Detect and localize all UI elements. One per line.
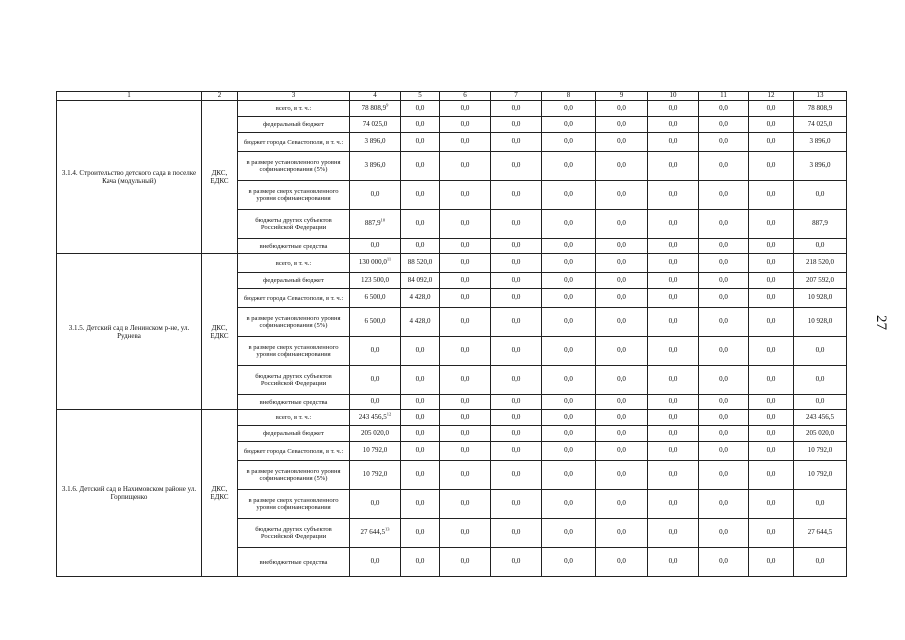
value-cell: 0,0 <box>749 289 794 308</box>
value-cell: 0,0 <box>648 461 699 490</box>
value-cell: 0,0 <box>699 289 749 308</box>
value-cell: 0,0 <box>749 133 794 152</box>
funding-source-cell: бюджет города Севастополя, в т. ч.: <box>238 133 350 152</box>
value-cell: 0,0 <box>491 181 542 210</box>
value-cell: 0,0 <box>699 133 749 152</box>
value-cell: 0,0 <box>440 490 491 519</box>
header-cell: 12 <box>749 92 794 101</box>
value-cell: 10 928,0 <box>794 289 847 308</box>
value-cell: 0,0 <box>440 337 491 366</box>
value-cell: 0,0 <box>440 461 491 490</box>
value-cell: 0,0 <box>401 426 440 442</box>
value-cell: 0,0 <box>596 273 648 289</box>
value-cell: 0,0 <box>596 410 648 426</box>
value-text: 6 500,0 <box>364 293 386 302</box>
value-cell: 78 808,9 <box>794 101 847 117</box>
value-cell: 0,0 <box>699 239 749 254</box>
value-cell: 0,0 <box>794 490 847 519</box>
table-row <box>57 410 847 426</box>
value-cell: 0,0 <box>749 101 794 117</box>
value-cell: 0,0 <box>749 308 794 337</box>
value-cell: 0,0 <box>648 548 699 577</box>
value-cell: 0,0 <box>794 239 847 254</box>
value-cell: 0,0 <box>440 239 491 254</box>
value-cell: 0,0 <box>794 181 847 210</box>
value-cell: 0,0 <box>401 548 440 577</box>
value-cell: 0,0 <box>440 442 491 461</box>
funding-source-cell: всего, в т. ч.: <box>238 101 350 117</box>
header-cell: 5 <box>401 92 440 101</box>
value-cell: 0,0 <box>542 461 596 490</box>
value-cell: 0,0 <box>596 490 648 519</box>
funding-source-cell: бюджет города Севастополя, в т. ч.: <box>238 442 350 461</box>
value-cell: 0,0 <box>699 461 749 490</box>
funding-source-cell: федеральный бюджет <box>238 426 350 442</box>
value-cell: 0,0 <box>648 181 699 210</box>
value-cell: 0,0 <box>401 395 440 410</box>
value-cell: 74 025,0 <box>794 117 847 133</box>
value-cell: 0,0 <box>648 152 699 181</box>
value-cell: 0,0 <box>491 490 542 519</box>
value-cell: 0,0 <box>542 254 596 273</box>
value-cell <box>350 442 401 461</box>
value-cell: 0,0 <box>542 519 596 548</box>
value-cell: 0,0 <box>440 548 491 577</box>
value-cell <box>350 519 401 548</box>
value-cell: 27 644,5 <box>794 519 847 548</box>
value-cell: 0,0 <box>648 273 699 289</box>
value-text: 243 456,5 <box>358 412 387 421</box>
value-cell <box>350 117 401 133</box>
value-text: 3 896,0 <box>364 161 386 170</box>
value-cell: 0,0 <box>440 181 491 210</box>
value-cell: 0,0 <box>440 519 491 548</box>
page-number: 27 <box>873 315 889 330</box>
value-text: 0,0 <box>370 557 380 566</box>
funding-source-cell: в размере установленного уровня софинансирования (5%) <box>238 152 350 181</box>
footnote-mark: 12 <box>386 411 392 417</box>
value-cell <box>350 101 401 117</box>
value-cell: 0,0 <box>596 337 648 366</box>
value-text: 205 020,0 <box>361 428 389 437</box>
value-cell: 0,0 <box>542 181 596 210</box>
value-cell: 0,0 <box>596 426 648 442</box>
value-text: 123 500,0 <box>361 275 389 284</box>
object-name-cell: 3.1.6. Детский сад в Нахимовском районе ул. Горпищенко <box>57 410 202 577</box>
value-cell: 0,0 <box>749 426 794 442</box>
value-cell: 207 592,0 <box>794 273 847 289</box>
value-cell <box>350 410 401 426</box>
value-cell: 0,0 <box>699 101 749 117</box>
value-cell: 0,0 <box>699 490 749 519</box>
value-cell: 0,0 <box>699 426 749 442</box>
value-cell: 0,0 <box>440 410 491 426</box>
footnote-mark: 9 <box>386 102 389 108</box>
value-cell: 0,0 <box>542 366 596 395</box>
value-cell: 0,0 <box>440 426 491 442</box>
value-text: 10 792,0 <box>362 446 388 455</box>
value-cell: 0,0 <box>491 426 542 442</box>
value-text: 0,0 <box>370 346 380 355</box>
value-cell: 0,0 <box>699 181 749 210</box>
value-cell <box>350 289 401 308</box>
value-cell: 0,0 <box>491 442 542 461</box>
value-text: 0,0 <box>370 397 380 406</box>
value-cell: 0,0 <box>648 254 699 273</box>
value-cell: 0,0 <box>596 308 648 337</box>
header-row <box>57 92 847 101</box>
value-cell: 4 428,0 <box>401 308 440 337</box>
value-cell: 0,0 <box>749 239 794 254</box>
budget-table <box>56 91 847 577</box>
value-cell <box>350 273 401 289</box>
value-cell: 0,0 <box>440 395 491 410</box>
value-cell: 3 896,0 <box>794 133 847 152</box>
value-cell: 0,0 <box>401 152 440 181</box>
value-cell: 0,0 <box>699 210 749 239</box>
header-cell: 9 <box>596 92 648 101</box>
table-row <box>57 101 847 117</box>
value-cell: 243 456,5 <box>794 410 847 426</box>
value-cell: 0,0 <box>542 337 596 366</box>
value-cell: 0,0 <box>596 395 648 410</box>
value-cell: 218 520,0 <box>794 254 847 273</box>
value-cell: 0,0 <box>749 442 794 461</box>
value-cell: 0,0 <box>794 366 847 395</box>
funding-source-cell: бюджеты других субъектов Российской Федерации <box>238 519 350 548</box>
value-cell: 0,0 <box>440 254 491 273</box>
value-text: 10 792,0 <box>362 470 388 479</box>
value-cell: 0,0 <box>648 289 699 308</box>
value-cell: 0,0 <box>440 273 491 289</box>
value-cell: 0,0 <box>542 133 596 152</box>
value-cell <box>350 239 401 254</box>
value-cell: 0,0 <box>542 239 596 254</box>
value-cell: 0,0 <box>596 152 648 181</box>
value-cell: 0,0 <box>648 239 699 254</box>
value-cell: 0,0 <box>699 442 749 461</box>
value-cell <box>350 152 401 181</box>
value-cell: 0,0 <box>596 239 648 254</box>
value-cell: 0,0 <box>401 337 440 366</box>
value-cell: 0,0 <box>491 152 542 181</box>
value-cell: 0,0 <box>491 548 542 577</box>
value-cell: 0,0 <box>491 366 542 395</box>
value-text: 6 500,0 <box>364 317 386 326</box>
funding-source-cell: внебюджетные средства <box>238 395 350 410</box>
value-cell: 205 020,0 <box>794 426 847 442</box>
value-cell: 10 792,0 <box>794 442 847 461</box>
value-cell: 0,0 <box>542 117 596 133</box>
value-text: 3 896,0 <box>364 137 386 146</box>
value-cell: 0,0 <box>491 410 542 426</box>
value-cell: 0,0 <box>749 519 794 548</box>
value-cell: 0,0 <box>596 254 648 273</box>
value-cell: 4 428,0 <box>401 289 440 308</box>
funding-source-cell: всего, в т. ч.: <box>238 410 350 426</box>
header-cell: 1 <box>57 92 202 101</box>
value-cell <box>350 308 401 337</box>
value-cell: 0,0 <box>648 210 699 239</box>
value-cell: 0,0 <box>491 101 542 117</box>
value-text: 27 644,5 <box>360 528 385 537</box>
funding-source-cell: бюджеты других субъектов Российской Федерации <box>238 366 350 395</box>
value-cell: 0,0 <box>401 117 440 133</box>
value-cell: 0,0 <box>699 308 749 337</box>
value-cell: 0,0 <box>596 210 648 239</box>
executor-cell: ДКС, ЕДКС <box>202 101 238 254</box>
value-cell: 0,0 <box>596 519 648 548</box>
value-cell: 0,0 <box>542 273 596 289</box>
value-cell: 0,0 <box>596 289 648 308</box>
value-cell: 0,0 <box>542 426 596 442</box>
funding-source-cell: бюджет города Севастополя, в т. ч.: <box>238 289 350 308</box>
value-cell: 0,0 <box>491 117 542 133</box>
value-cell: 0,0 <box>401 461 440 490</box>
value-cell: 0,0 <box>401 519 440 548</box>
value-cell: 0,0 <box>648 490 699 519</box>
value-cell: 0,0 <box>699 337 749 366</box>
value-cell: 0,0 <box>491 133 542 152</box>
header-cell: 6 <box>440 92 491 101</box>
value-cell: 0,0 <box>699 519 749 548</box>
funding-source-cell: в размере сверх установленного уровня софинансирования <box>238 181 350 210</box>
value-cell <box>350 395 401 410</box>
value-cell <box>350 210 401 239</box>
value-cell <box>350 181 401 210</box>
header-cell: 2 <box>202 92 238 101</box>
value-cell: 0,0 <box>648 117 699 133</box>
value-cell: 0,0 <box>401 101 440 117</box>
value-cell: 0,0 <box>648 410 699 426</box>
value-cell: 0,0 <box>491 239 542 254</box>
value-cell: 0,0 <box>699 366 749 395</box>
funding-source-cell: всего, в т. ч.: <box>238 254 350 273</box>
value-cell: 0,0 <box>542 442 596 461</box>
value-cell <box>350 548 401 577</box>
value-cell: 0,0 <box>749 490 794 519</box>
value-cell: 0,0 <box>440 308 491 337</box>
value-cell: 0,0 <box>542 395 596 410</box>
value-cell: 0,0 <box>794 548 847 577</box>
value-cell: 0,0 <box>794 337 847 366</box>
header-cell: 11 <box>699 92 749 101</box>
value-cell <box>350 366 401 395</box>
funding-source-cell: внебюджетные средства <box>238 239 350 254</box>
header-cell: 3 <box>238 92 350 101</box>
value-cell: 0,0 <box>749 273 794 289</box>
footnote-mark: 13 <box>385 526 390 532</box>
funding-source-cell: федеральный бюджет <box>238 273 350 289</box>
value-cell: 0,0 <box>401 239 440 254</box>
value-cell: 0,0 <box>749 548 794 577</box>
value-cell: 0,0 <box>596 461 648 490</box>
value-cell: 0,0 <box>699 548 749 577</box>
value-cell: 0,0 <box>491 210 542 239</box>
value-cell: 0,0 <box>749 461 794 490</box>
value-cell: 0,0 <box>542 101 596 117</box>
value-cell: 0,0 <box>542 548 596 577</box>
value-cell: 0,0 <box>596 548 648 577</box>
value-cell: 0,0 <box>749 366 794 395</box>
value-cell: 0,0 <box>440 366 491 395</box>
value-cell: 0,0 <box>401 490 440 519</box>
value-cell: 10 928,0 <box>794 308 847 337</box>
value-cell: 0,0 <box>440 289 491 308</box>
value-text: 74 025,0 <box>362 119 388 128</box>
funding-source-cell: внебюджетные средства <box>238 548 350 577</box>
value-cell: 0,0 <box>596 101 648 117</box>
value-cell <box>350 490 401 519</box>
value-cell: 0,0 <box>648 337 699 366</box>
value-cell: 0,0 <box>401 410 440 426</box>
value-cell <box>350 426 401 442</box>
value-cell: 0,0 <box>440 210 491 239</box>
footnote-mark: 11 <box>386 256 392 262</box>
value-cell: 0,0 <box>440 152 491 181</box>
value-text: 887,9 <box>364 219 381 228</box>
value-cell: 0,0 <box>440 101 491 117</box>
value-text: 0,0 <box>370 499 380 508</box>
value-cell: 0,0 <box>749 181 794 210</box>
object-name-cell: 3.1.4. Строительство детского сада в поселке Кача (модульный) <box>57 101 202 254</box>
funding-source-cell: федеральный бюджет <box>238 117 350 133</box>
value-cell: 0,0 <box>648 366 699 395</box>
value-cell: 0,0 <box>542 152 596 181</box>
value-cell: 0,0 <box>648 101 699 117</box>
header-cell: 13 <box>794 92 847 101</box>
value-cell: 0,0 <box>596 133 648 152</box>
value-cell: 0,0 <box>749 337 794 366</box>
table-row <box>57 254 847 273</box>
value-cell: 0,0 <box>749 152 794 181</box>
value-cell: 0,0 <box>401 442 440 461</box>
value-cell: 0,0 <box>648 308 699 337</box>
value-cell: 84 092,0 <box>401 273 440 289</box>
value-cell: 88 520,0 <box>401 254 440 273</box>
value-cell: 0,0 <box>542 308 596 337</box>
value-cell <box>350 461 401 490</box>
value-cell: 0,0 <box>491 395 542 410</box>
value-text: 0,0 <box>370 190 380 199</box>
value-cell: 0,0 <box>542 289 596 308</box>
value-cell: 0,0 <box>749 117 794 133</box>
funding-source-cell: в размере установленного уровня софинансирования (5%) <box>238 461 350 490</box>
funding-source-cell: в размере сверх установленного уровня софинансирования <box>238 337 350 366</box>
value-text: 130 000,0 <box>358 258 387 267</box>
value-text: 0,0 <box>370 241 380 250</box>
value-cell <box>350 254 401 273</box>
value-cell <box>350 133 401 152</box>
value-cell: 0,0 <box>542 210 596 239</box>
value-cell: 0,0 <box>699 152 749 181</box>
value-cell: 3 896,0 <box>794 152 847 181</box>
value-cell: 0,0 <box>596 181 648 210</box>
value-cell: 0,0 <box>491 519 542 548</box>
value-cell: 0,0 <box>749 254 794 273</box>
value-cell: 0,0 <box>699 395 749 410</box>
funding-source-cell: в размере сверх установленного уровня софинансирования <box>238 490 350 519</box>
value-cell: 0,0 <box>648 442 699 461</box>
value-cell: 0,0 <box>542 410 596 426</box>
value-cell: 0,0 <box>491 254 542 273</box>
value-cell <box>350 337 401 366</box>
value-cell: 0,0 <box>491 289 542 308</box>
value-cell: 0,0 <box>491 461 542 490</box>
value-cell: 0,0 <box>749 210 794 239</box>
value-cell: 0,0 <box>491 273 542 289</box>
object-name-cell: 3.1.5. Детский сад в Ленинском р-не, ул. Руднева <box>57 254 202 410</box>
value-cell: 0,0 <box>440 117 491 133</box>
value-cell: 0,0 <box>596 117 648 133</box>
value-cell: 0,0 <box>401 181 440 210</box>
value-cell: 10 792,0 <box>794 461 847 490</box>
value-cell: 0,0 <box>401 366 440 395</box>
value-cell: 0,0 <box>699 117 749 133</box>
value-cell: 0,0 <box>749 410 794 426</box>
header-cell: 7 <box>491 92 542 101</box>
value-cell: 0,0 <box>440 133 491 152</box>
header-cell: 8 <box>542 92 596 101</box>
value-cell: 0,0 <box>491 337 542 366</box>
value-cell: 0,0 <box>699 410 749 426</box>
value-text: 78 808,9 <box>361 103 387 112</box>
executor-cell: ДКС, ЕДКС <box>202 410 238 577</box>
value-cell: 0,0 <box>648 395 699 410</box>
value-cell: 0,0 <box>749 395 794 410</box>
value-cell: 0,0 <box>401 133 440 152</box>
value-cell: 0,0 <box>596 366 648 395</box>
funding-source-cell: в размере установленного уровня софинансирования (5%) <box>238 308 350 337</box>
value-cell: 0,0 <box>648 426 699 442</box>
value-cell: 0,0 <box>699 254 749 273</box>
value-cell: 0,0 <box>596 442 648 461</box>
footnote-mark: 10 <box>380 217 386 223</box>
value-cell: 0,0 <box>542 490 596 519</box>
value-cell: 887,9 <box>794 210 847 239</box>
value-cell: 0,0 <box>648 519 699 548</box>
value-cell: 0,0 <box>401 210 440 239</box>
value-cell: 0,0 <box>794 395 847 410</box>
header-cell: 4 <box>350 92 401 101</box>
value-cell: 0,0 <box>648 133 699 152</box>
value-cell: 0,0 <box>699 273 749 289</box>
executor-cell: ДКС, ЕДКС <box>202 254 238 410</box>
value-text: 0,0 <box>370 375 380 384</box>
funding-source-cell: бюджеты других субъектов Российской Федерации <box>238 210 350 239</box>
header-cell: 10 <box>648 92 699 101</box>
value-cell: 0,0 <box>491 308 542 337</box>
